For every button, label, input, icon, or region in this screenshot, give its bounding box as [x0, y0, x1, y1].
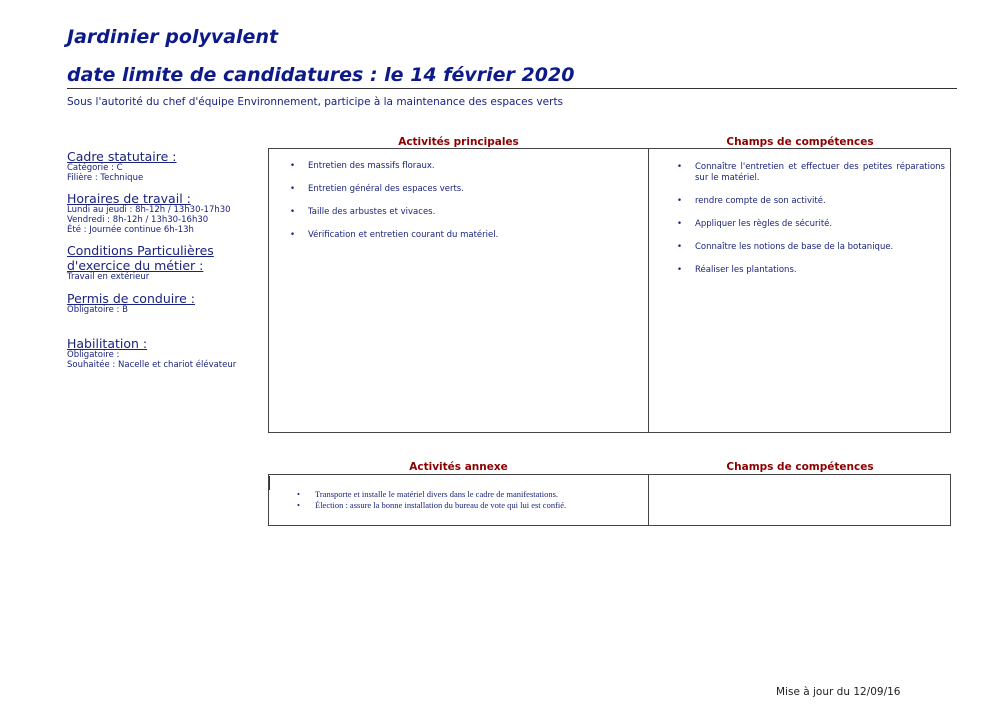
permis-title: Permis de conduire : [67, 291, 195, 306]
text-cursor [269, 476, 270, 490]
competences-cell [677, 162, 945, 288]
annex-activities-list [297, 489, 647, 511]
annex-competences-heading: Champs de compétences [726, 461, 874, 473]
list-item: • Connaître l'entretien et effectuer des petites réparations sur le matériel. [677, 162, 945, 184]
horaires-line: Vendredi : 8h-12h / 13h30-16h30 [67, 215, 209, 225]
conditions-line: Travail en extérieur [67, 272, 150, 282]
list-item: • Entretien des massifs floraux. [290, 161, 635, 172]
habilitation-title: Habilitation : [67, 336, 148, 351]
intro-text: Sous l'autorité du chef d'équipe Environnement, participe à la maintenance des espaces verts [67, 96, 564, 108]
list-item: • Taille des arbustes et vivaces. [290, 207, 635, 218]
conditions-title-cont: d'exercice du métier : [67, 258, 204, 273]
job-title: Jardinier polyvalent [67, 26, 279, 48]
list-item: • Réaliser les plantations. [677, 265, 945, 276]
sidebar [67, 150, 267, 370]
cadre-line: Catégorie : C [67, 163, 123, 173]
habilitation-line: Souhaitée : Nacelle et chariot élévateur [67, 360, 237, 370]
cadre-line: Filière : Technique [67, 173, 144, 183]
competences-list [677, 162, 945, 276]
main-table-divider [648, 148, 649, 433]
list-item: • Appliquer les règles de sécurité. [677, 219, 945, 230]
list-item: • rendre compte de son activité. [677, 196, 945, 207]
list-item: • Connaître les notions de base de la botanique. [677, 242, 945, 253]
list-item: • Vérification et entretien courant du matériel. [290, 230, 635, 241]
horaires-line: Été : Journée continue 6h-13h [67, 225, 194, 235]
deadline-title: date limite de candidatures : le 14 février 2020 [67, 64, 957, 89]
cadre-section [67, 150, 267, 183]
conditions-section [67, 244, 267, 282]
annex-activities-cell [297, 489, 647, 511]
habilitation-section [67, 337, 267, 370]
competences-heading: Champs de compétences [726, 136, 874, 148]
list-item: • Élection : assure la bonne installation du bureau de vote qui lui est confié. [297, 500, 647, 511]
update-date: Mise à jour du 12/09/16 [776, 686, 901, 698]
activities-heading: Activités principales [398, 136, 519, 148]
horaires-line: Lundi au jeudi : 8h-12h / 13h30-17h30 [67, 205, 231, 215]
conditions-title: Conditions Particulières [67, 243, 214, 258]
horaires-title: Horaires de travail : [67, 191, 191, 206]
annex-table-divider [648, 474, 649, 526]
list-item: • Transporte et installe le matériel divers dans le cadre de manifestations. [297, 489, 647, 500]
activities-cell [290, 161, 635, 253]
habilitation-line: Obligatoire : [67, 350, 120, 360]
annex-activities-heading: Activités annexe [409, 461, 508, 473]
activities-list [290, 161, 635, 241]
permis-section [67, 292, 267, 315]
horaires-section [67, 192, 267, 235]
cadre-title: Cadre statutaire : [67, 149, 177, 164]
list-item: • Entretien général des espaces verts. [290, 184, 635, 195]
permis-line: Obligatoire : B [67, 305, 128, 315]
